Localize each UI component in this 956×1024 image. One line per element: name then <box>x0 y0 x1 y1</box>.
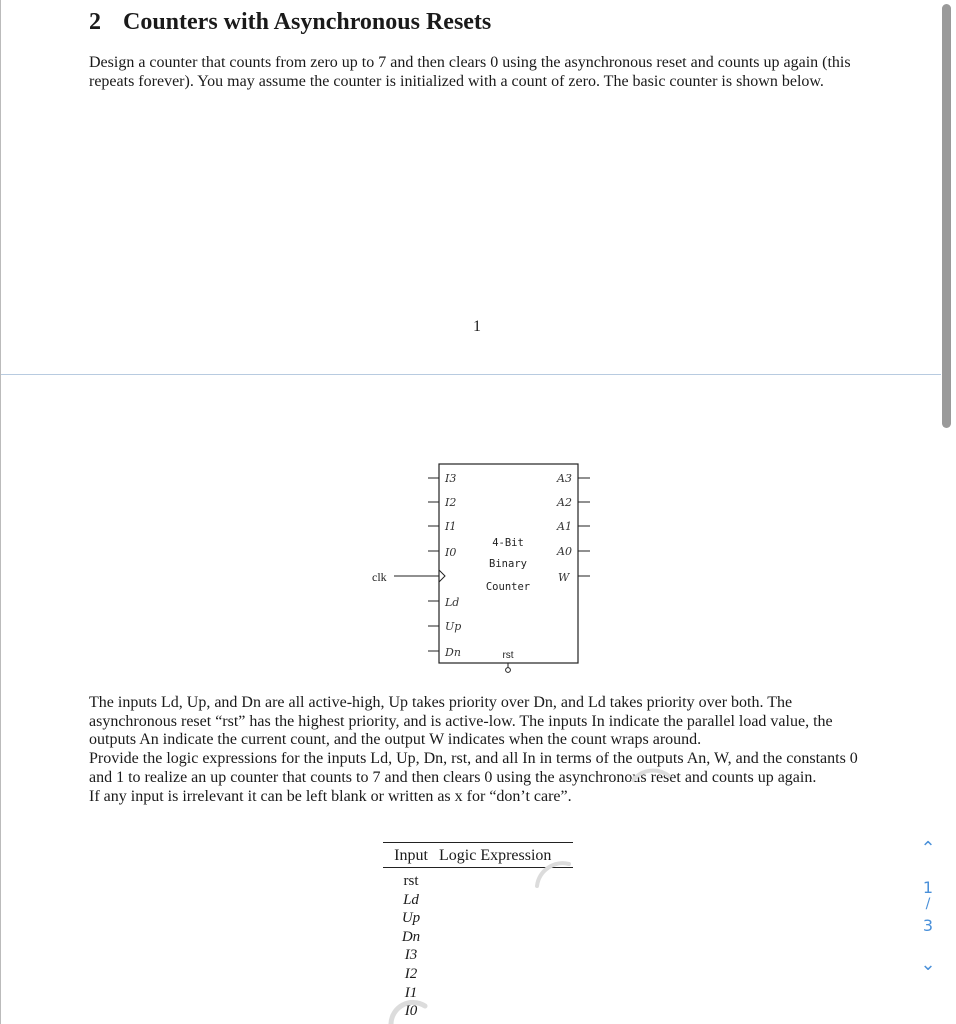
counter-diagram <box>361 460 601 680</box>
total-pages-indicator: 3 <box>922 916 934 935</box>
block-label-line1: 4-Bit <box>492 537 524 549</box>
output-a2: A2 <box>557 496 572 509</box>
input-i0: I0 <box>445 546 457 559</box>
table-row: rst <box>403 873 419 889</box>
section-heading <box>89 9 491 36</box>
input-i3: I3 <box>445 472 457 485</box>
input-i2: I2 <box>445 496 457 509</box>
control-up: Up <box>445 620 462 633</box>
section-number: 2 <box>89 9 101 35</box>
output-a3: A3 <box>557 472 572 485</box>
header-input: Input <box>394 847 428 864</box>
page-separator: / <box>925 896 931 912</box>
description <box>89 694 879 806</box>
description-p1: The inputs Ld, Up, and Dn are all active-high, Up takes priority over Dn, and Ld takes priority over both. The asynchronous reset “rst” has the highest priority, and is active-low. The inputs In indicate the parallel load value, the outputs An indicate the current count, and the output W indicates when the count wraps around. <box>89 694 833 749</box>
description-p2: Provide the logic expressions for the inputs Ld, Up, Dn, rst, and all In in terms of the outputs An, W, and the constants 0 and 1 to realize an up counter that counts to 7 and then clears 0 using the asynchronous reset and counts up again. <box>89 750 858 786</box>
block-label-line3: Counter <box>485 581 531 593</box>
output-a1: A1 <box>557 520 572 533</box>
table-row: Ld <box>403 891 419 908</box>
input-i1: I1 <box>445 520 457 533</box>
loading-spinner-icon <box>529 856 577 890</box>
loading-spinner-icon <box>627 764 675 784</box>
output-w: W <box>558 571 570 584</box>
control-dn: Dn <box>445 646 461 659</box>
loading-spinner-icon <box>385 996 435 1024</box>
table-row: Up <box>401 910 421 927</box>
description-p3: If any input is irrelevant it can be left blank or written as x for “don’t care”. <box>89 787 572 805</box>
table-row: I2 <box>404 965 418 982</box>
header-logic-expression: Logic Expression <box>439 847 552 864</box>
reset-label: rst <box>502 650 514 661</box>
previous-page-button[interactable]: ⌃ <box>920 838 936 859</box>
output-a0: A0 <box>557 545 572 558</box>
current-page-indicator: 1 <box>922 878 934 897</box>
clock-label: clk <box>372 570 387 584</box>
table-row: I1 <box>404 984 418 1001</box>
page-break <box>1 374 941 375</box>
table-row: Dn <box>401 928 421 945</box>
section-title: Counters with Asynchronous Resets <box>123 9 492 35</box>
next-page-button[interactable]: ⌄ <box>920 954 936 975</box>
scrollbar-thumb[interactable] <box>942 4 951 428</box>
reset-bubble <box>506 668 511 673</box>
table-row: I0 <box>404 1003 418 1020</box>
table-row: I3 <box>404 947 418 964</box>
control-ld: Ld <box>445 596 460 609</box>
page-number: 1 <box>473 318 481 335</box>
block-label-line2: Binary <box>489 558 527 570</box>
intro-paragraph: Design a counter that counts from zero up to 7 and then clears 0 using the asynchronous reset and counts up again (this repeats forever). You may assume the counter is initialized with a count of zero. The basic counter is shown below. <box>89 54 851 90</box>
